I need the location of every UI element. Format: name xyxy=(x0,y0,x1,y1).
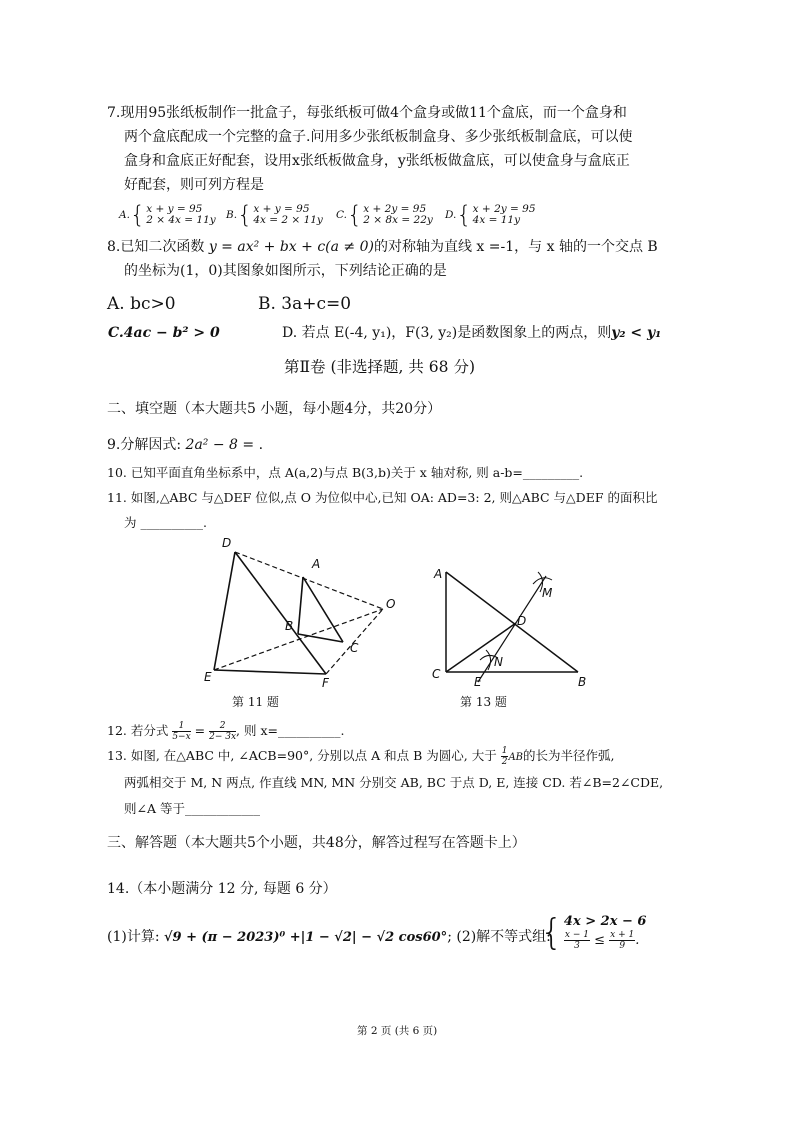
q11-line1: 11. 如图,△ABC 与△DEF 位似,点 O 为位似中心,已知 OA: AD=3: 2, 则△ABC 与△DEF 的面积比 xyxy=(107,490,658,505)
fig11-label-c: C xyxy=(350,641,359,655)
q10: 10. 已知平面直角坐标系中，点 A(a,2)与点 B(3,b)关于 x 轴对称, 则 a-b=_________. xyxy=(107,465,584,480)
q8-line1: 8.已知二次函数 y = ax² + bx + c(a ≠ 0)的对称轴为直线 x =-1，与 x 轴的一个交点 B xyxy=(107,239,658,255)
fig11-label-b: B xyxy=(285,619,294,633)
fig13-label-a: A xyxy=(434,567,443,581)
q7-option-b: B.{ x + y = 95 4x = 2 × 11y xyxy=(226,201,323,229)
fig13-label-d: D xyxy=(517,614,527,628)
segment-ab xyxy=(446,572,578,672)
q9: 9.分解因式: 2a² − 8 = . xyxy=(107,437,264,453)
figure-11-caption: 第 11 题 xyxy=(232,695,279,709)
section2-heading: 二、填空题（本大题共5 小题，每小题4分，共20分） xyxy=(107,401,442,417)
fig13-label-c: C xyxy=(432,667,441,681)
fig13-label-m: M xyxy=(542,586,553,600)
segment-ab xyxy=(298,577,303,634)
figure-13-caption: 第 13 题 xyxy=(460,695,507,709)
q7-option-c: C.{ x + 2y = 95 2 × 8x = 22y xyxy=(336,201,433,229)
q13-line1: 13. 如图, 在△ABC 中, ∠ACB=90°, 分别以点 A 和点 B 为圆心, 大于 $\frac{1}{2}$ AB的长为半径作弧, xyxy=(107,746,615,767)
fig13-label-n: N xyxy=(494,655,503,669)
q8-option-d: D. 若点 E(-4, y₁)，F(3, y₂)是函数图象上的两点，则y₂ < y₁ xyxy=(282,325,662,341)
fig13-label-b: B xyxy=(578,675,587,688)
fig11-label-f: F xyxy=(322,676,329,690)
ray-oe xyxy=(214,609,383,670)
q8-line2: 的坐标为(1，0)其图象如图所示，下列结论正确的是 xyxy=(124,263,447,279)
q7-option-a: A.{ x + y = 95 2 × 4x = 11y xyxy=(119,201,216,229)
q7-option-d: D.{ x + 2y = 95 4x = 11y xyxy=(445,201,536,229)
q7-line1: 7.现用95张纸板制作一批盒子，每张纸板可做4个盒身或做11个盒底，而一个盒身和 xyxy=(107,105,627,121)
page-footer: 第 2 页 (共 6 页) xyxy=(357,1025,438,1037)
part2-title: 第Ⅱ卷 (非选择题, 共 68 分) xyxy=(284,358,475,376)
q13-line3: 则∠A 等于____________ xyxy=(124,801,260,816)
figure-11 xyxy=(200,532,410,692)
figure-13 xyxy=(428,560,598,688)
q11-line2: 为 __________. xyxy=(124,515,207,530)
segment-cd xyxy=(446,623,516,672)
segment-de xyxy=(214,552,235,670)
fig11-label-a: A xyxy=(312,557,321,571)
q14-parts: (1)计算: √9 + (π − 2023)⁰ +|1 − √2| − √2 cos60°; (2)解不等式组: xyxy=(107,929,551,945)
segment-bc xyxy=(298,634,343,642)
q8-option-b: B. 3a+c=0 xyxy=(258,294,352,314)
q7-line2: 两个盒底配成一个完整的盒子.问用多少张纸板制盒身、多少张纸板制盒底，可以使 xyxy=(124,129,633,145)
q7-line3: 盒身和盒底正好配套，设用x张纸板做盒身，y张纸板做盒底，可以使盒身与盒底正 xyxy=(124,153,630,169)
q7-line4: 好配套，则可列方程是 xyxy=(124,177,264,193)
fig11-label-o: O xyxy=(386,597,396,611)
q12: 12. 若分式 $\frac{1}{5-x}$ = $\frac{2}{2- 3x}$ , 则 x=__________. xyxy=(107,721,345,742)
fig11-label-d: D xyxy=(222,536,232,550)
q14-inequality-system: { 4x > 2x − 6 $\frac{x - 1}{3}$ ≤ $\frac{x + 1}{9}$ . xyxy=(540,911,647,953)
q13-line2: 两弧相交于 M, N 两点, 作直线 MN, MN 分别交 AB, BC 于点 D, E, 连接 CD. 若∠B=2∠CDE, xyxy=(124,775,664,790)
q8-option-c: C.4ac − b² > 0 xyxy=(108,325,220,341)
fig13-label-e: E xyxy=(474,675,482,688)
section3-heading: 三、解答题（本大题共5个小题，共48分，解答过程写在答题卡上） xyxy=(107,835,526,851)
fig11-label-e: E xyxy=(204,670,212,684)
line-mn xyxy=(478,576,546,682)
q14-title: 14.（本小题满分 12 分, 每题 6 分） xyxy=(107,881,337,897)
segment-ac xyxy=(303,577,343,642)
segment-ef xyxy=(214,670,326,674)
q8-option-a: A. bc>0 xyxy=(107,294,176,314)
